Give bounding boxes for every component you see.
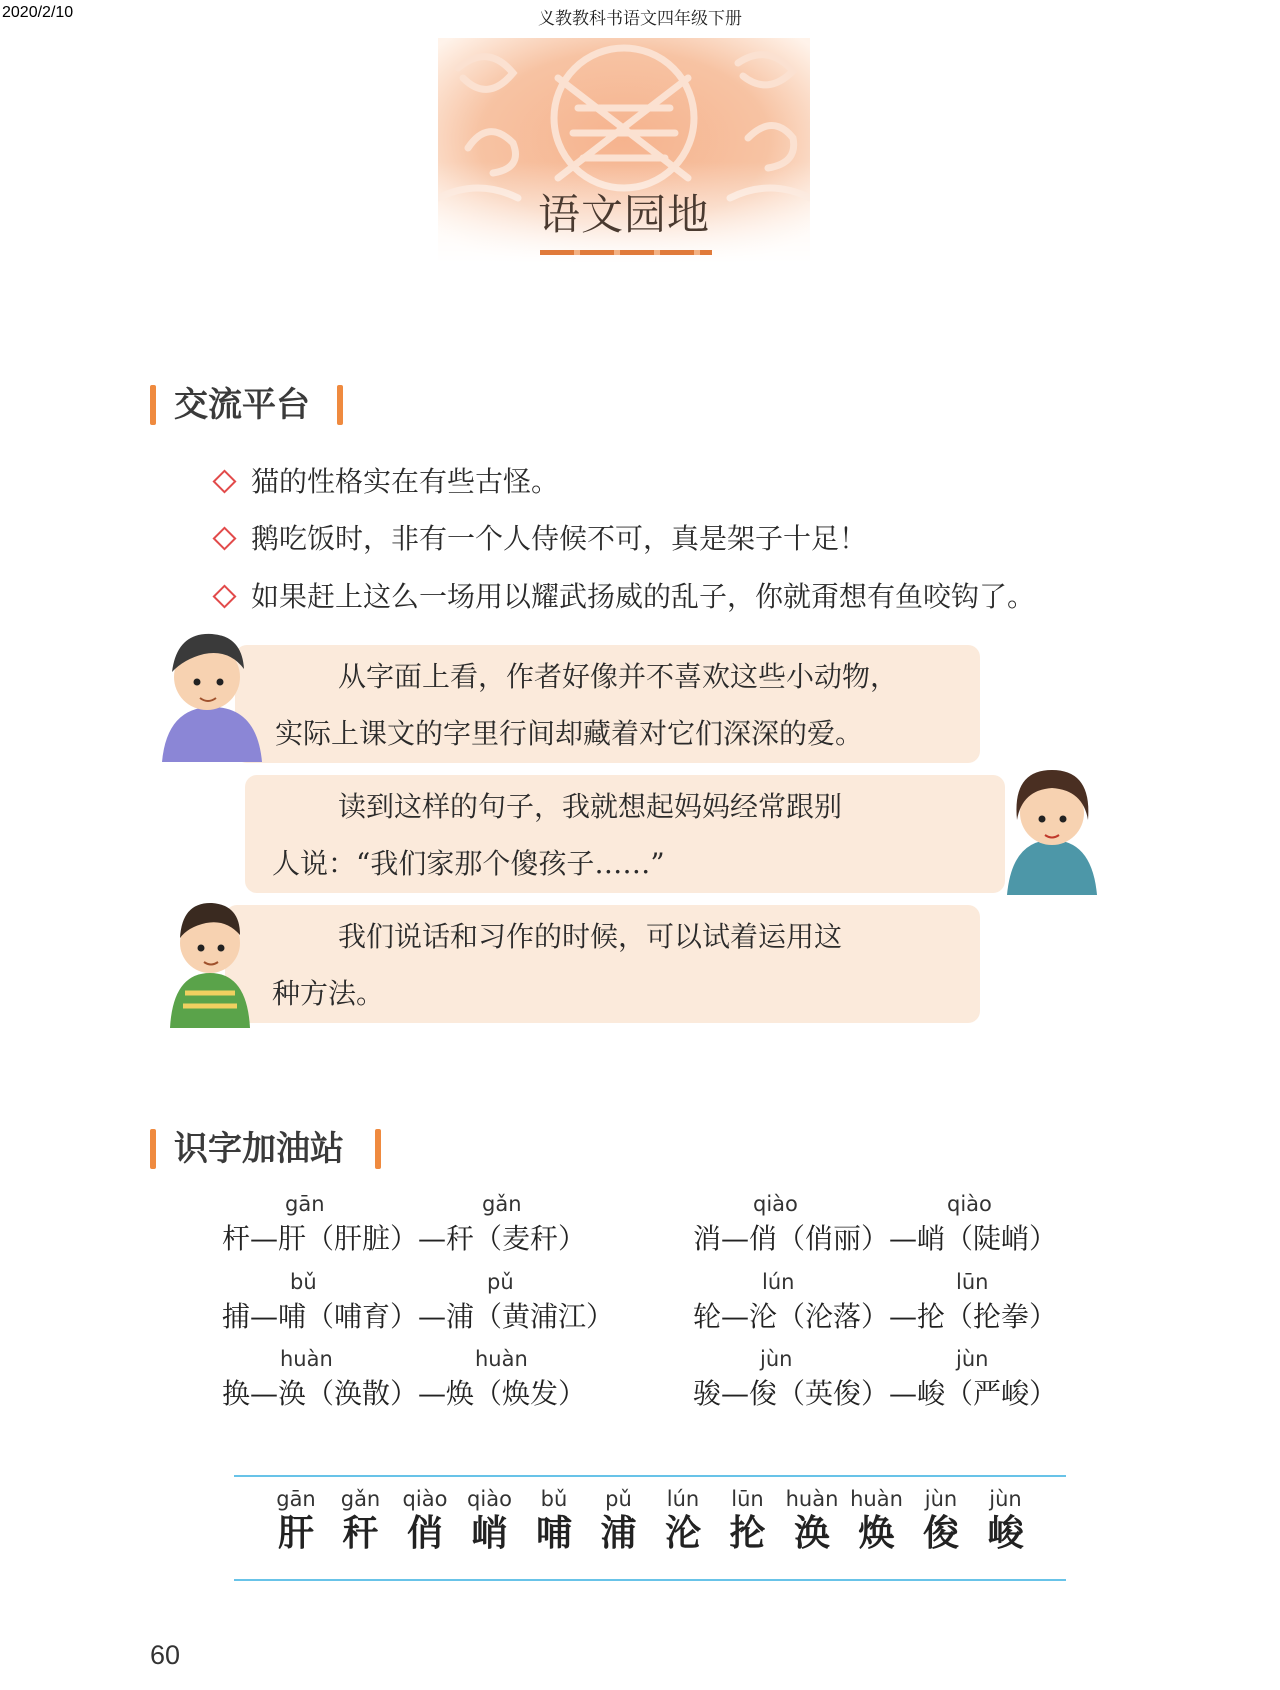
- char-pinyin: jùn: [924, 1487, 958, 1511]
- pinyin: jùn: [956, 1347, 989, 1371]
- char-item: [458, 1487, 522, 1555]
- char-item: [522, 1487, 586, 1555]
- pinyin: huàn: [475, 1347, 528, 1371]
- pinyin: jùn: [760, 1347, 793, 1371]
- pinyin: pǔ: [487, 1270, 514, 1294]
- girl-avatar-icon: [995, 765, 1105, 895]
- header-date: 2020/2/10: [2, 4, 74, 21]
- char-pinyin: gān: [276, 1487, 316, 1511]
- page-number: 60: [150, 1640, 181, 1670]
- bullet-item: 猫的性格实在有些古怪。: [212, 462, 559, 502]
- section-title-text: 交流平台: [174, 385, 310, 425]
- title-bar-left: [150, 385, 156, 425]
- char-pinyin: huàn: [785, 1487, 839, 1511]
- char-glyph: 沦: [664, 1512, 701, 1554]
- char-item: [587, 1487, 651, 1555]
- char-item: [329, 1487, 393, 1555]
- char-group-row: 消—俏（俏丽）—峭（陡峭）: [693, 1222, 1058, 1255]
- char-item: [651, 1487, 715, 1555]
- char-glyph: 峻: [987, 1512, 1024, 1554]
- section-title-literacy: [150, 1127, 390, 1171]
- diamond-bullet-icon: [212, 469, 236, 493]
- pinyin: bǔ: [290, 1270, 317, 1294]
- char-item: [393, 1487, 457, 1555]
- title-bar-left: [150, 1129, 156, 1169]
- char-pinyin: qiào: [402, 1487, 448, 1511]
- speech-line: 人说：“我们家那个傻孩子……”: [272, 847, 665, 880]
- char-glyph: 焕: [858, 1512, 895, 1554]
- diamond-bullet-icon: [212, 526, 236, 550]
- char-pinyin: lūn: [731, 1487, 764, 1511]
- char-group-row: 捕—哺（哺育）—浦（黄浦江）: [222, 1300, 615, 1333]
- char-glyph: 哺: [535, 1512, 572, 1554]
- speech-line: 我们说话和习作的时候，可以试着运用这: [338, 920, 843, 953]
- pinyin: lūn: [956, 1270, 989, 1294]
- char-glyph: 抡: [729, 1512, 766, 1554]
- title-bar-right: [375, 1129, 381, 1169]
- banner-title: 语文园地: [537, 190, 710, 239]
- pinyin: huàn: [280, 1347, 333, 1371]
- pinyin: qiào: [947, 1192, 992, 1216]
- char-glyph: 浦: [600, 1512, 637, 1554]
- speech-line: 实际上课文的字里行间却藏着对它们深深的爱。: [275, 717, 864, 750]
- banner-underline: [540, 250, 712, 255]
- char-glyph: 俊: [922, 1512, 959, 1554]
- section-title-text: 识字加油站: [174, 1129, 344, 1169]
- char-group-row: 轮—沦（沦落）—抡（抡拳）: [693, 1300, 1058, 1333]
- char-item: [845, 1487, 909, 1555]
- char-pinyin: qiào: [467, 1487, 512, 1511]
- char-pinyin: huàn: [850, 1487, 903, 1511]
- char-pinyin: jùn: [989, 1487, 1022, 1511]
- char-glyph: 峭: [471, 1512, 508, 1554]
- char-item: [716, 1487, 780, 1555]
- char-group-row: 骏—俊（英俊）—峻（严峻）: [693, 1377, 1058, 1410]
- char-item: [780, 1487, 844, 1555]
- bullet-item: 如果赶上这么一场用以耀武扬威的乱子，你就甭想有鱼咬钩了。: [212, 577, 1035, 617]
- pinyin: gǎn: [482, 1192, 522, 1216]
- speech-line: 种方法。: [272, 977, 385, 1010]
- char-group-row: 杆—肝（肝脏）—秆（麦秆）: [222, 1222, 587, 1255]
- char-item: [264, 1487, 328, 1555]
- boy-avatar-icon: [152, 632, 262, 762]
- pinyin: qiào: [753, 1192, 798, 1216]
- char-group-row: 换—涣（涣散）—焕（焕发）: [222, 1377, 587, 1410]
- section-title-exchange: [150, 383, 350, 427]
- boy-avatar-icon: [165, 898, 255, 1028]
- char-glyph: 涣: [793, 1512, 830, 1554]
- char-glyph: 俏: [406, 1512, 443, 1554]
- pinyin: gān: [285, 1192, 325, 1216]
- char-glyph: 肝: [277, 1512, 314, 1554]
- char-pinyin: lún: [666, 1487, 700, 1511]
- speech-line: 读到这样的句子，我就想起妈妈经常跟别: [338, 790, 843, 823]
- char-item: [909, 1487, 973, 1555]
- diamond-bullet-icon: [212, 584, 236, 608]
- char-item: [974, 1487, 1038, 1555]
- header-title: 义教教科书语文四年级下册: [538, 9, 742, 29]
- char-pinyin: pǔ: [605, 1487, 632, 1511]
- char-pinyin: gǎn: [340, 1487, 381, 1511]
- speech-line: 从字面上看，作者好像并不喜欢这些小动物，: [338, 660, 899, 693]
- char-pinyin: bǔ: [540, 1487, 568, 1511]
- char-glyph: 秆: [342, 1512, 379, 1554]
- title-bar-right: [337, 385, 343, 425]
- bullet-item: 鹅吃饭时，非有一个人侍候不可，真是架子十足！: [212, 519, 867, 559]
- pinyin: lún: [762, 1270, 795, 1294]
